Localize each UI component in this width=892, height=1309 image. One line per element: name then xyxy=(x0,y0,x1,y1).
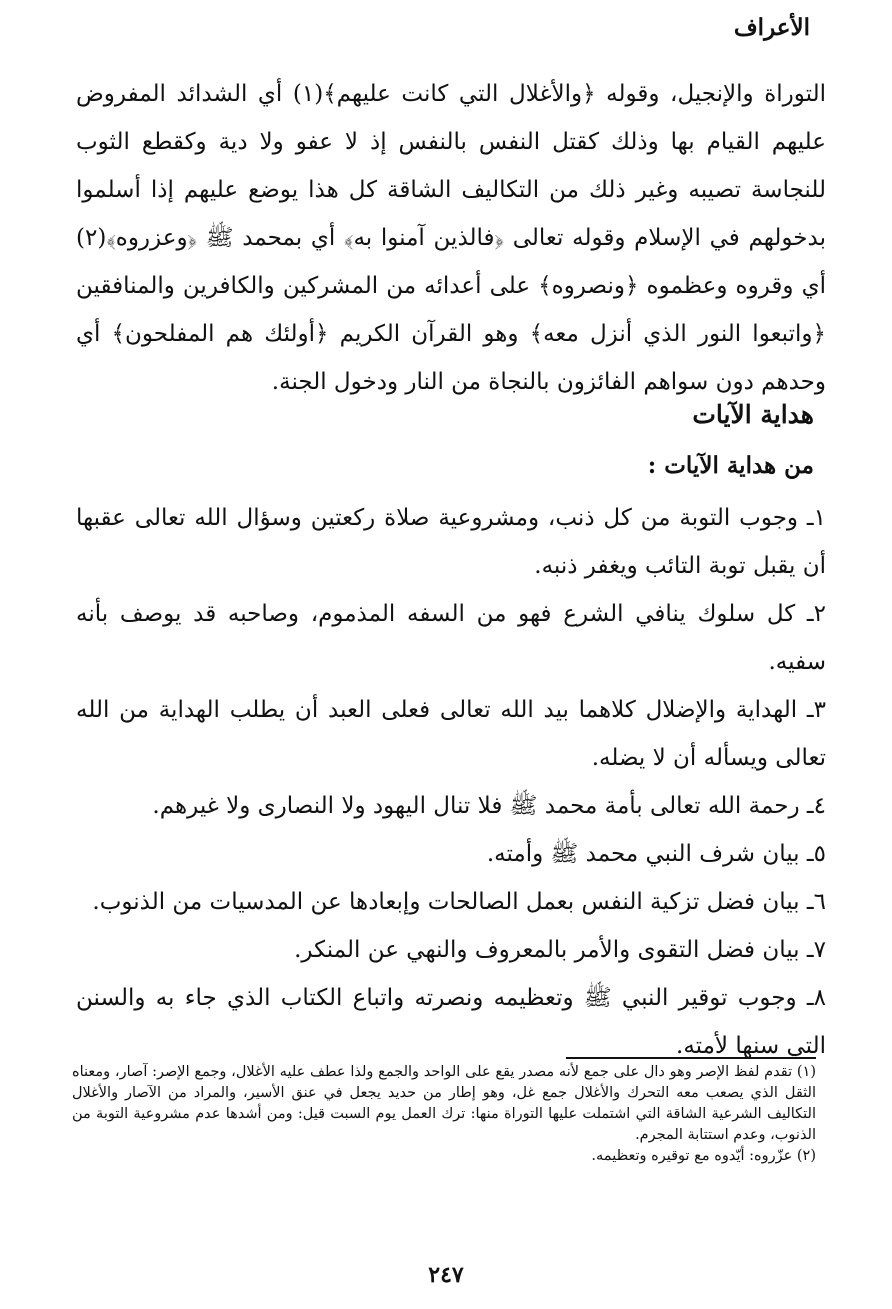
guidance-point-1: ١ـ وجوب التوبة من كل ذنب، ومشروعية صلاة ركعتين وسؤال الله تعالى عقبها أن يقبل توبة التائب ويغفر ذنبه. xyxy=(76,505,826,579)
guidance-points-list xyxy=(76,494,826,1070)
guidance-point-5: ٥ـ بيان شرف النبي محمد ﷺ وأمته. xyxy=(486,841,826,867)
footnote-divider xyxy=(566,1057,816,1059)
guidance-point-4: ٤ـ رحمة الله تعالى بأمة محمد ﷺ فلا تنال اليهود ولا النصارى ولا غيرهم. xyxy=(152,793,826,819)
guidance-point-8: ٨ـ وجوب توقير النبي ﷺ وتعظيمه ونصرته واتباع الكتاب الذي جاء به والسنن التي سنها لأمته. xyxy=(76,985,826,1059)
section-title: هداية الآيات xyxy=(692,400,814,429)
section-subheading: من هداية الآيات : xyxy=(647,452,814,479)
guidance-point-7: ٧ـ بيان فضل التقوى والأمر بالمعروف والنهي عن المنكر. xyxy=(294,937,826,963)
body-text xyxy=(76,70,826,406)
running-header: الأعراف xyxy=(733,14,810,41)
footnotes xyxy=(72,1062,816,1167)
page-number: ٢٤٧ xyxy=(428,1262,464,1288)
guidance-point-6: ٦ـ بيان فضل تزكية النفس بعمل الصالحات وإبعادها عن المدسيات من الذنوب. xyxy=(92,889,826,915)
guidance-point-2: ٢ـ كل سلوك ينافي الشرع فهو من السفه المذموم، وصاحبه قد يوصف بأنه سفيه. xyxy=(76,601,826,675)
footnote-1: (١) تقدم لفظ الإصر وهو دال على جمع لأنه مصدر يقع على الواحد والجمع ولذا عطف عليه الأغلال، وجمع الإصر: آصار، ومعناه الثقل الذي يصعب معه التحرك والأغلال جمع غل، وهو إطار من حديد يجعل في عنق الأسير، والمراد من الآصار والأغلال التكاليف الشرعية الشاقة التي اشتملت عليها التوراة منها: ترك العمل يوم السبت قيل: ومن أشدها عدم مشروعية التوبة من الذنوب، وعدم استتابة المجرم. xyxy=(72,1064,816,1143)
guidance-point-3: ٣ـ الهداية والإضلال كلاهما بيد الله تعالى فعلى العبد أن يطلب الهداية من الله تعالى ويسأله أن لا يضله. xyxy=(76,697,826,771)
footnote-2: (٢) عزّروه: أيّدوه مع توقيره وتعظيمه. xyxy=(591,1148,816,1164)
body-paragraph: التوراة والإنجيل، وقوله ﴿والأغلال التي كانت عليهم﴾(١) أي الشدائد المفروض عليهم القيام بها وذلك كقتل النفس بالنفس إذ لا عفو ولا دية وكقطع الثوب للنجاسة تصيبه وغير ذلك من التكاليف الشاقة كل هذا يوضع عليهم إذا أسلموا بدخولهم في الإسلام وقوله تعالى ﴿فالذين آمنوا به﴾ أي بمحمد ﷺ ﴿وعزروه﴾(٢) أي وقروه وعظموه ﴿ونصروه﴾ على أعدائه من المشركين والكافرين والمنافقين ﴿واتبعوا النور الذي أنزل معه﴾ وهو القرآن الكريم ﴿أولئك هم المفلحون﴾ أي وحدهم دون سواهم الفائزون بالنجاة من النار ودخول الجنة. xyxy=(76,81,826,395)
